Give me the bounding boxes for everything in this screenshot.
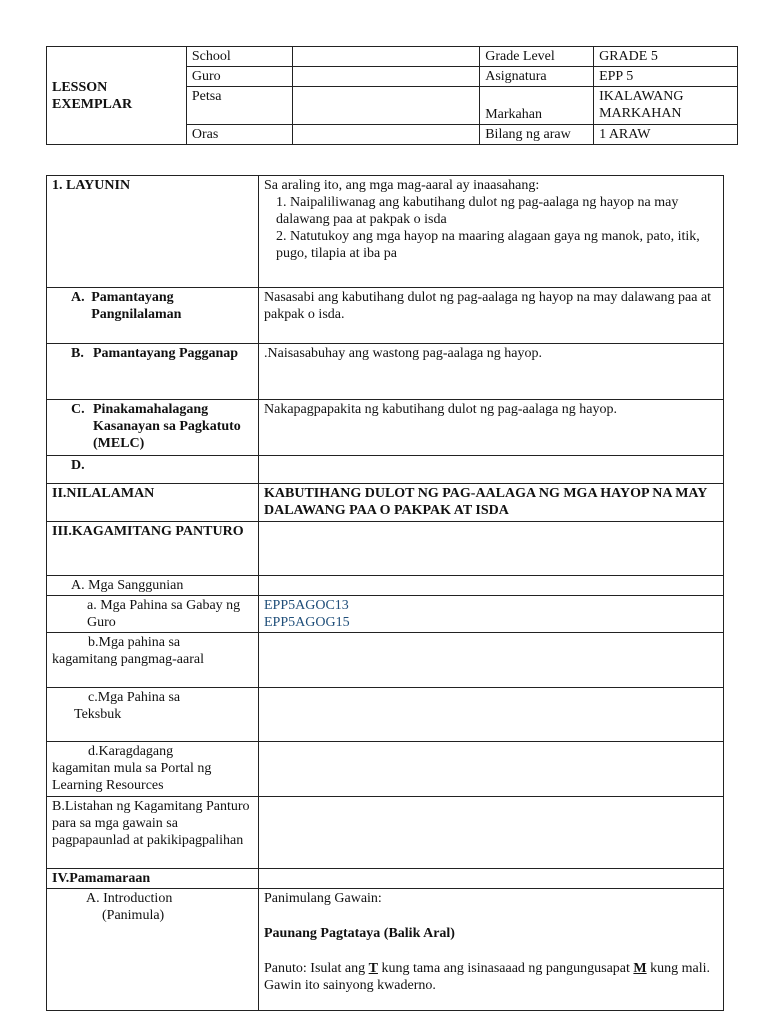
row-c [47, 400, 724, 456]
petsa-label: Petsa [186, 87, 292, 125]
row-b [47, 344, 724, 400]
karagdagan-line1: d.Karagdagang [88, 744, 174, 759]
panuto-mid: kung tama ang isinasaaad ng pangungusapat [377, 961, 634, 976]
teksbuk-line2: Teksbuk [74, 707, 122, 722]
row-listahan [47, 797, 724, 869]
intro-label-line2: (Panimula) [102, 908, 165, 923]
header-table [46, 46, 738, 145]
bilang-value: 1 ARAW [594, 125, 738, 145]
lesson-exemplar-title [47, 47, 187, 145]
markahan-value [594, 87, 738, 125]
d-label: D. [47, 456, 259, 484]
markahan-label: Markahan [480, 87, 594, 125]
intro-content [259, 889, 724, 1011]
a-label: Pamantayang Pangnilalaman [91, 290, 182, 322]
karagdagan-label [47, 742, 259, 797]
guro-label: Guro [186, 67, 292, 87]
a-value: Nasasabi ang kabutihang dulot ng pag-aalaga ng hayop na may dalawang paa at pakpak o isda. [259, 288, 724, 344]
row-mag-aaral [47, 633, 724, 688]
d-value [259, 456, 724, 484]
karagdagan-line2: kagamitan mula sa Portal ng Learning Resources [52, 761, 212, 793]
intro-label [47, 889, 259, 1011]
b-label-cell [47, 344, 259, 400]
mag-aaral-line2: kagamitang pangmag-aaral [52, 652, 204, 667]
markahan-line1: IKALAWANG [599, 89, 684, 104]
nilalaman-value: KABUTIHANG DULOT NG PAG-AALAGA NG MGA HAYOP NA MAY DALAWANG PAA O PAKPAK AT ISDA [259, 484, 724, 522]
row-introduction [47, 889, 724, 1011]
row-kagamitan [47, 522, 724, 576]
teksbuk-label [47, 688, 259, 742]
c-value: Nakapagpapakita ng kabutihang dulot ng pag-aalaga ng hayop. [259, 400, 724, 456]
markahan-line2: MARKAHAN [599, 106, 682, 121]
layunin-item1: 1. Naipaliliwanag ang kabutihang dulot ng pag-aalaga ng hayop na may dalawang paa at pakpak o isda [276, 195, 679, 227]
row-teksbuk [47, 688, 724, 742]
gabay-code1[interactable]: EPP5AGOC13 [264, 598, 349, 613]
school-value[interactable] [292, 47, 480, 67]
row-karagdagan [47, 742, 724, 797]
a-label-cell [47, 288, 259, 344]
grade-level-value: GRADE 5 [594, 47, 738, 67]
c-label: Pinakamahalagang Kasanayan sa Pagkatuto (MELC) [93, 402, 241, 451]
petsa-value[interactable] [292, 87, 480, 125]
bilang-label: Bilang ng araw [480, 125, 594, 145]
lesson-table [46, 175, 724, 1011]
listahan-label: B.Listahan ng Kagamitang Panturo para sa mga gawain sa pagpapaunlad at pakikipagpalihan [47, 797, 259, 869]
teksbuk-value [259, 688, 724, 742]
c-label-cell [47, 400, 259, 456]
row-nilalaman [47, 484, 724, 522]
b-label: Pamantayang Pagganap [93, 346, 239, 361]
b-value: .Naisasabuhay ang wastong pag-aalaga ng hayop. [259, 344, 724, 400]
title-line2: EXEMPLAR [52, 96, 133, 112]
nilalaman-label: II.NILALAMAN [47, 484, 259, 522]
panuto-t: T [368, 961, 378, 976]
row-a [47, 288, 724, 344]
school-label: School [186, 47, 292, 67]
pamamaraan-label: IV.Pamamaraan [47, 869, 259, 889]
sanggunian-value [259, 576, 724, 596]
sanggunian-label: A. Mga Sanggunian [47, 576, 259, 596]
kagamitan-label: III.KAGAMITANG PANTURO [47, 522, 259, 576]
teksbuk-line1: c.Mga Pahina sa [88, 690, 181, 705]
asignatura-label: Asignatura [480, 67, 594, 87]
mag-aaral-value [259, 633, 724, 688]
pagtataya-heading: Paunang Pagtataya (Balik Aral) [264, 926, 455, 941]
oras-value[interactable] [292, 125, 480, 145]
panimula-text: Panimulang Gawain: [264, 891, 382, 906]
row-gabay [47, 596, 724, 633]
layunin-intro: Sa araling ito, ang mga mag-aaral ay inaasahang: [264, 178, 540, 193]
layunin-content [259, 176, 724, 288]
mag-aaral-line1: b.Mga pahina sa [88, 635, 181, 650]
title-line1: LESSON [52, 79, 108, 95]
kagamitan-value [259, 522, 724, 576]
row-layunin [47, 176, 724, 288]
listahan-value [259, 797, 724, 869]
panuto-pre: Panuto: Isulat ang [264, 961, 369, 976]
intro-label-line1: A. Introduction [86, 891, 173, 906]
oras-label: Oras [186, 125, 292, 145]
karagdagan-value [259, 742, 724, 797]
panuto-text [264, 960, 718, 994]
pamamaraan-value [259, 869, 724, 889]
layunin-item2: 2. Natutukoy ang mga hayop na maaring alagaan gaya ng manok, pato, itik, pugo, tilapia at iba pa [276, 229, 700, 261]
row-sanggunian [47, 576, 724, 596]
gabay-code2[interactable]: EPP5AGOG15 [264, 615, 350, 630]
gabay-value [259, 596, 724, 633]
gabay-label: a. Mga Pahina sa Gabay ng Guro [47, 596, 259, 633]
c-letter: C. [71, 402, 85, 417]
row-pamamaraan [47, 869, 724, 889]
mag-aaral-label [47, 633, 259, 688]
b-letter: B. [71, 346, 84, 361]
panuto-post: kung mali. Gawin ito sainyong kwaderno. [264, 961, 710, 993]
layunin-label: 1. LAYUNIN [47, 176, 259, 288]
guro-value[interactable] [292, 67, 480, 87]
row-d [47, 456, 724, 484]
grade-level-label: Grade Level [480, 47, 594, 67]
a-letter: A. [71, 290, 85, 305]
asignatura-value: EPP 5 [594, 67, 738, 87]
panuto-m: M [633, 961, 647, 976]
